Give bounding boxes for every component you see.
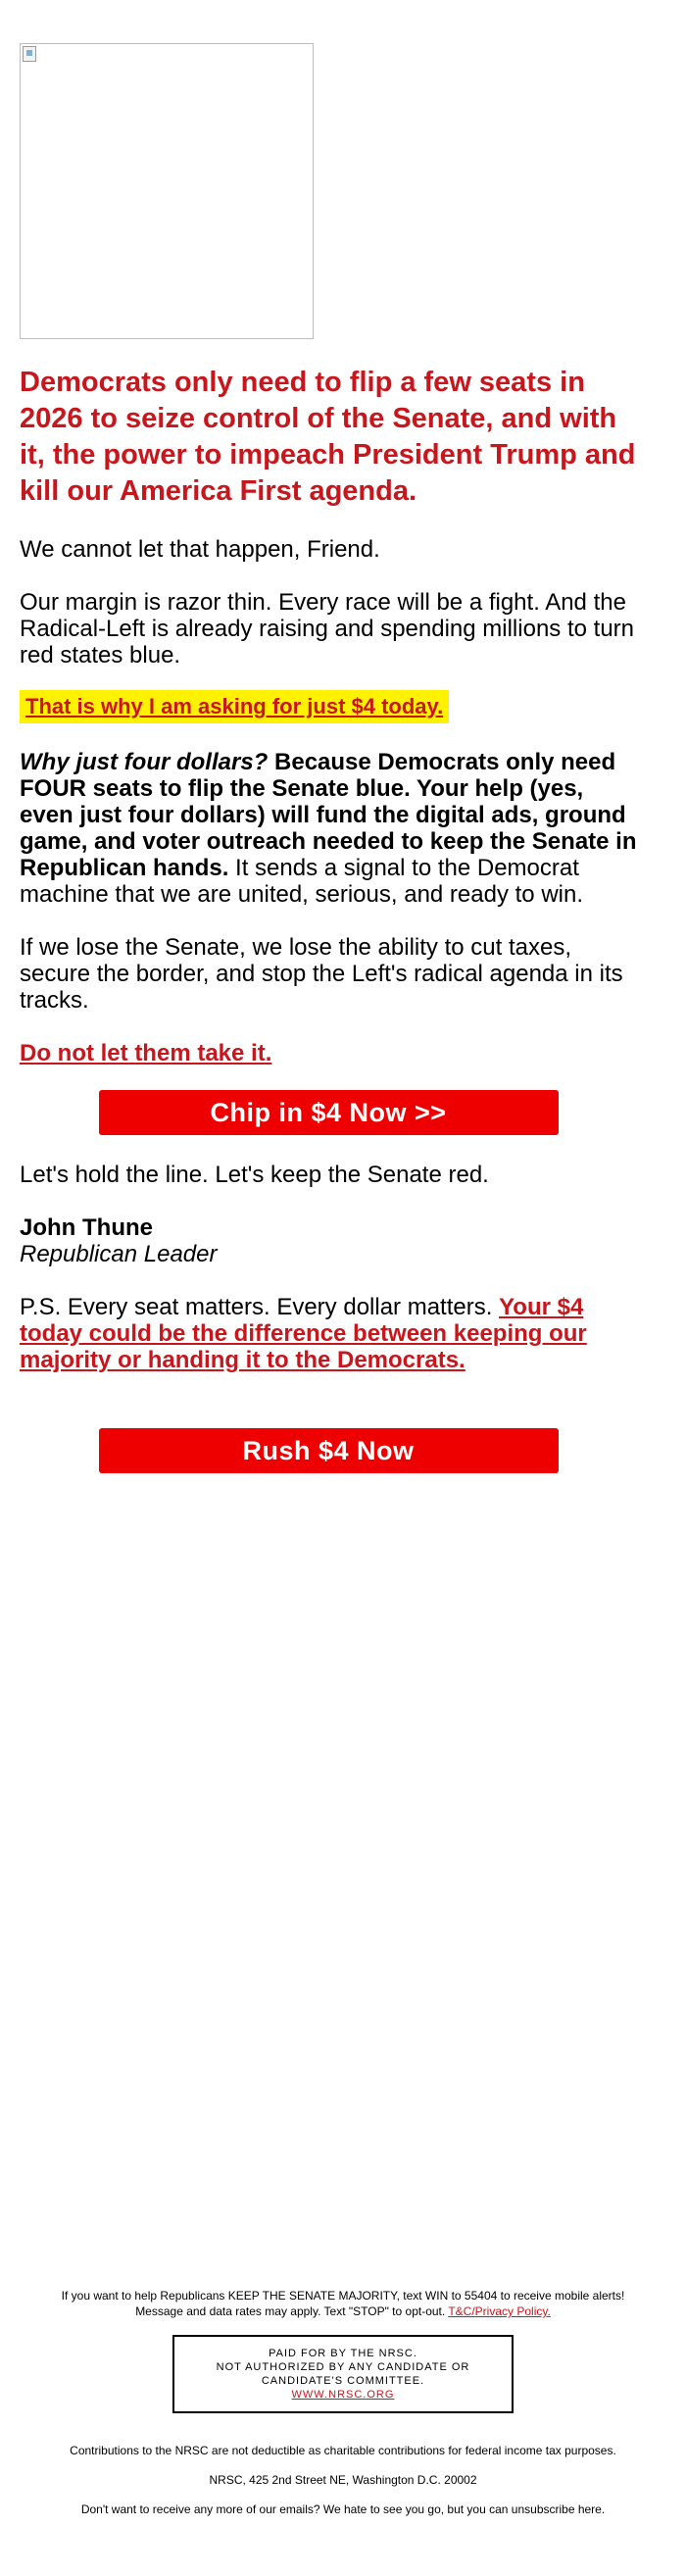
signature bbox=[20, 1214, 637, 1267]
ps-paragraph bbox=[20, 1294, 637, 1373]
tc-privacy-link[interactable]: T&C/Privacy Policy. bbox=[448, 2304, 551, 2318]
signature-title: Republican Leader bbox=[20, 1241, 218, 1267]
why-four-paragraph bbox=[20, 749, 637, 908]
hero-image[interactable] bbox=[20, 43, 314, 339]
donate-button-row-2 bbox=[20, 1428, 637, 1473]
lose-senate-paragraph: If we lose the Senate, we lose the ability to cut taxes, secure the border, and stop the Left's radical agenda in its tracks. bbox=[20, 934, 623, 1014]
unsubscribe-text[interactable]: Don't want to receive any more of our emails? We hate to see you go, but you can unsubscribe here. bbox=[80, 2502, 606, 2516]
alerts-text: If you want to help Republicans KEEP THE SENATE MAJORITY, text WIN to 55404 to receive mobile alerts! Message and data rates may apply. Text "STOP" to opt-out. bbox=[61, 2289, 625, 2318]
chip-in-button[interactable]: Chip in $4 Now >> bbox=[99, 1090, 559, 1135]
paid-line-1: PAID FOR BY THE NRSC. bbox=[269, 2348, 417, 2359]
ask-link[interactable]: That is why I am asking for just $4 today. bbox=[25, 694, 444, 718]
why-lead: Why just four dollars? bbox=[20, 749, 269, 775]
greeting-paragraph: We cannot let that happen, Friend. bbox=[20, 536, 380, 563]
why-bold: Because Democrats only need FOUR seats to flip the Senate blue. Your help (yes, even just four dollars) will fund the digital ads, ground game, and voter outreach needed to keep the Senate in Republican hands. bbox=[20, 749, 637, 881]
paid-for-box bbox=[172, 2335, 514, 2413]
nrsc-website-link[interactable]: WWW.NRSC.ORG bbox=[291, 2389, 395, 2401]
headline: Democrats only need to flip a few seats in 2026 to seize control of the Senate, and with it, the power to impeach President Trump and kill our America First agenda. bbox=[20, 367, 636, 507]
margin-paragraph: Our margin is razor thin. Every race will be a fight. And the Radical-Left is already raising and spending millions to turn red states blue. bbox=[20, 589, 634, 669]
signature-name: John Thune bbox=[20, 1214, 153, 1241]
email-body bbox=[20, 43, 637, 1473]
donate-button-row-1 bbox=[20, 1090, 637, 1135]
take-it-link[interactable]: Do not let them take it. bbox=[20, 1040, 272, 1066]
highlight-box bbox=[20, 690, 637, 723]
rush-button[interactable]: Rush $4 Now bbox=[99, 1428, 559, 1473]
take-it-paragraph bbox=[20, 1040, 637, 1066]
why-rest: It sends a signal to the Democrat machine that we are united, serious, and ready to win. bbox=[20, 855, 583, 908]
tax-disclaimer: Contributions to the NRSC are not deductible as charitable contributions for federal income tax purposes. bbox=[70, 2444, 616, 2457]
paid-line-2: NOT AUTHORIZED BY ANY CANDIDATE OR CANDIDATE'S COMMITTEE. bbox=[216, 2361, 470, 2387]
address: NRSC, 425 2nd Street NE, Washington D.C. 20002 bbox=[209, 2473, 477, 2487]
highlight-background bbox=[20, 690, 449, 723]
broken-image-icon bbox=[23, 46, 36, 62]
ps-link[interactable]: Your $4 today could be the difference between keeping our majority or handing it to the Democrats. bbox=[20, 1294, 587, 1373]
hold-line-paragraph: Let's hold the line. Let's keep the Senate red. bbox=[20, 1162, 489, 1188]
mobile-alerts-notice bbox=[39, 2288, 647, 2319]
footer bbox=[0, 2288, 686, 2517]
ps-text: P.S. Every seat matters. Every dollar matters. bbox=[20, 1294, 493, 1320]
